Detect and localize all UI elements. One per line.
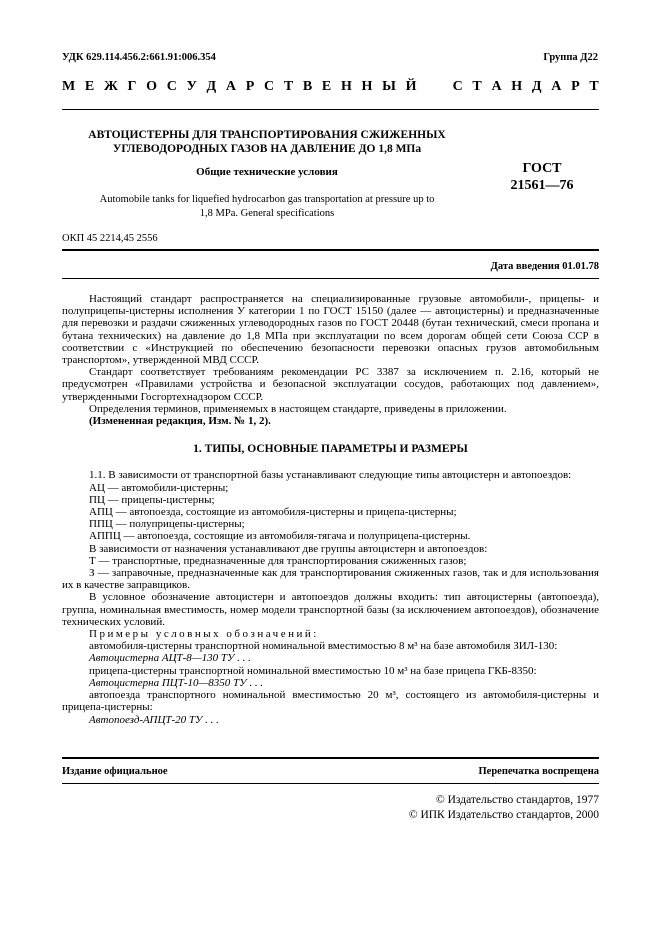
- heading-letter: С: [452, 79, 463, 94]
- group-code: Группа Д22: [543, 52, 598, 63]
- heading-letter: Й: [405, 79, 417, 94]
- list-item: ПЦ — прицепы-цистерны;: [89, 493, 215, 506]
- paragraph-scope: Настоящий стандарт распространяется на специализированные грузовые автомобили-, прицепы- и полуприцепы-цистерны исполнения У категории 1 по ГОСТ 15150 (далее — автоцистерны) и предназначенные для перевозки и раздачи сжиженных углеводородных газов по ГОСТ 20448 (бутан технический, смеси пропана и бутана технических) на давление до 1,8 МПа при эксплуатации по всем дорогам общей сети Союза ССР в соответствии с «Инструкцией по обеспечению безопасности перевозки опасных грузов автомобильным транспортом», утвержденной МВД СССР.: [62, 293, 599, 367]
- example-3-code: Автопоезд-АПЦТ-20 ТУ . . .: [89, 713, 219, 726]
- english-title: [62, 193, 472, 221]
- title-line-2: УГЛЕВОДОРОДНЫХ ГАЗОВ НА ДАВЛЕНИЕ ДО 1,8 МПа: [112, 143, 422, 155]
- list-item: АЦ — автомобили-цистерны;: [89, 481, 229, 494]
- official-edition: Издание официальное: [62, 766, 168, 777]
- heading-letter: Н: [361, 79, 373, 94]
- heading-letter: С: [263, 79, 275, 94]
- document-title: [62, 128, 472, 156]
- udk-code: УДК 629.114.456.2:661.91:006.354: [62, 52, 216, 63]
- example-1-code: Автоцистерна АЦТ-8—130 ТУ . . .: [89, 652, 251, 665]
- interstate-standard-heading: [62, 79, 599, 95]
- paragraph-compliance: Стандарт соответствует требованиям рекомендации РС 3387 за исключением п. 2.16, который не предусмотрен «Правилами устройства и безопасной эксплуатации сосудов, работающих под давлением», утвержденными Госгортехнадзором СССР.: [62, 366, 599, 403]
- example-2-code: Автоцистерна ПЦТ-10—8350 ТУ . . .: [89, 676, 264, 689]
- divider: [62, 278, 599, 279]
- heading-letter: Т: [589, 79, 599, 94]
- heading-letter: Д: [531, 79, 542, 94]
- group-refuel: З — заправочные, предназначенные как для транспортирования сжиженных газов, так и для использования их в качестве заправщиков.: [62, 567, 599, 592]
- gost-label: ГОСТ: [522, 161, 562, 176]
- heading-letter: Т: [283, 79, 294, 94]
- heading-letter: Н: [340, 79, 352, 94]
- divider-thick: [62, 757, 599, 759]
- heading-letter: А: [551, 79, 562, 94]
- heading-letter: О: [146, 79, 158, 94]
- heading-letter: У: [186, 79, 197, 94]
- paragraph-purpose: В зависимости от назначения устанавливают две группы автоцистерн и автопоездов:: [89, 542, 488, 555]
- reprint-prohibited: Перепечатка воспрещена: [478, 766, 599, 777]
- heading-letter: С: [166, 79, 177, 94]
- example-2-text: прицепа-цистерны транспортной номинальной вместимостью 10 м³ на базе прицепа ГКБ-8350:: [89, 664, 537, 677]
- heading-letter: [439, 79, 443, 95]
- example-3-text: автопоезда транспортного номинальной вместимостью 20 м³, состоящего из автомобиля-цистерны и прицепа-цистерны:: [62, 689, 599, 714]
- copyright-2000: © ИПК Издательство стандартов, 2000: [408, 809, 599, 821]
- example-1-text: автомобиля-цистерны транспортной номинальной вместимостью 8 м³ на базе автомобиля ЗИЛ-130:: [89, 640, 558, 653]
- group-transport: Т — транспортные, предназначенные для транспортирования сжиженных газов;: [89, 554, 467, 567]
- heading-letter: А: [225, 79, 237, 94]
- section-heading: 1. ТИПЫ, ОСНОВНЫЕ ПАРАМЕТРЫ И РАЗМЕРЫ: [193, 443, 468, 456]
- heading-letter: Д: [206, 79, 217, 94]
- paragraph-definitions: Определения терминов, применяемых в настоящем стандарте, приведены в приложении.: [89, 402, 507, 415]
- divider: [62, 783, 599, 784]
- heading-letter: Е: [321, 79, 332, 94]
- heading-letter: В: [302, 79, 313, 94]
- clause-1-1: 1.1. В зависимости от транспортной базы устанавливают следующие типы автоцистерн и автопоездов:: [89, 469, 572, 482]
- heading-letter: Т: [472, 79, 482, 94]
- title-line-1: АВТОЦИСТЕРНЫ ДЛЯ ТРАНСПОРТИРОВАНИЯ СЖИЖЕННЫХ: [88, 129, 446, 141]
- okp-code: ОКП 45 2214,45 2556: [62, 233, 158, 244]
- paragraph-revision: (Измененная редакция, Изм. № 1, 2).: [89, 415, 271, 428]
- gost-designation: [497, 160, 587, 194]
- list-item: ППЦ — полуприцепы-цистерны;: [89, 518, 245, 531]
- introduction-date: Дата введения 01.01.78: [490, 261, 599, 272]
- heading-letter: Р: [571, 79, 580, 94]
- heading-letter: М: [62, 79, 76, 94]
- list-item: АППЦ — автопоезда, состоящие из автомобиля-тягача и полуприцепа-цистерны.: [89, 530, 471, 543]
- gost-number: 21561—76: [510, 178, 574, 193]
- divider-thick: [62, 249, 599, 251]
- document-subtitle: Общие технические условия: [196, 166, 338, 178]
- heading-letter: Г: [127, 79, 137, 94]
- heading-letter: Р: [245, 79, 255, 94]
- copyright-1977: © Издательство стандартов, 1977: [435, 794, 599, 806]
- heading-letter: Н: [511, 79, 523, 94]
- heading-letter: Ж: [103, 79, 118, 94]
- english-title-line-1: Automobile tanks for liquefied hydrocarbon gas transportation at pressure up to: [99, 194, 435, 205]
- document-body: [62, 293, 599, 726]
- heading-letter: Е: [84, 79, 95, 94]
- english-title-line-2: 1,8 MPa. General specifications: [199, 208, 335, 219]
- paragraph-designation: В условное обозначение автоцистерн и автопоездов должны входить: тип автоцистерны (автопоезда), группа, номинальная вместимость, номер модели транспортной базы (за исключением автопоездов), обозначение технических условий.: [62, 591, 599, 628]
- examples-heading: Примеры условных обозначений:: [89, 628, 319, 641]
- divider: [62, 109, 599, 110]
- heading-letter: А: [491, 79, 502, 94]
- heading-letter: [426, 79, 430, 95]
- heading-letter: Ы: [382, 79, 396, 94]
- list-item: АПЦ — автопоезда, состоящие из автомобиля-цистерны и прицепа-цистерны;: [89, 506, 457, 519]
